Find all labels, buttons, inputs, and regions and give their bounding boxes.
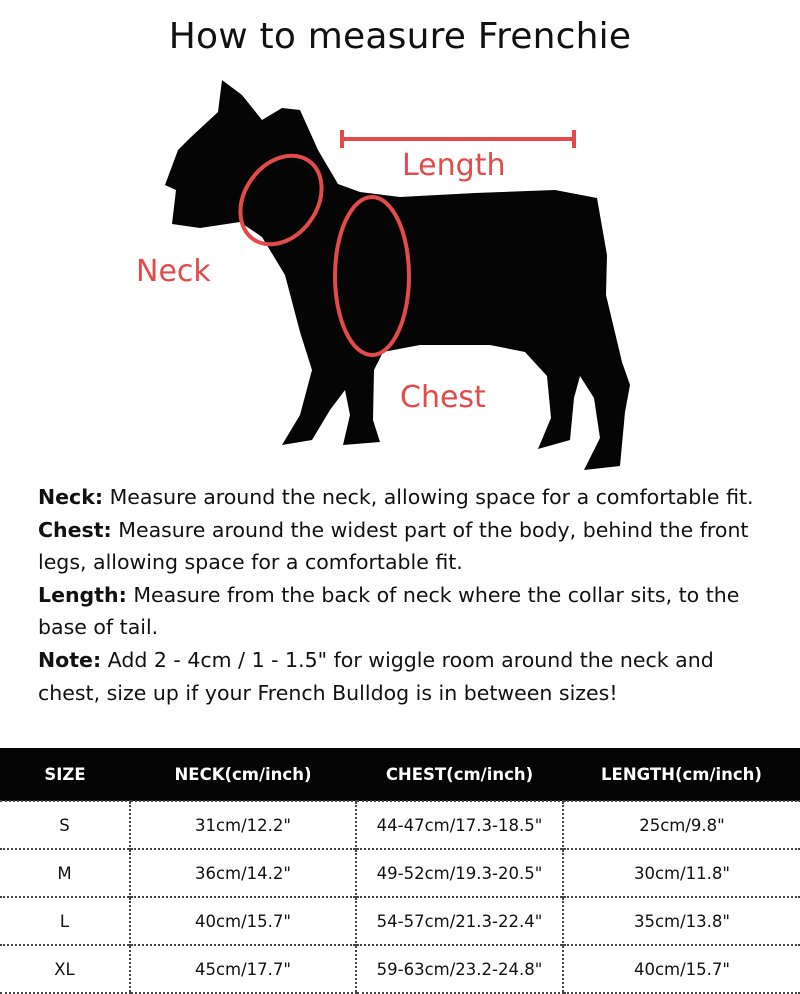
table-row bbox=[0, 945, 800, 993]
cell-size: L bbox=[0, 897, 130, 945]
page-title: How to measure Frenchie bbox=[168, 16, 632, 57]
instruction-term: Neck: bbox=[38, 485, 104, 509]
cell-size: S bbox=[0, 801, 130, 849]
cell-length: 30cm/11.8" bbox=[563, 849, 800, 897]
instruction-term: Chest: bbox=[38, 517, 112, 542]
cell-chest: 59-63cm/23.2-24.8" bbox=[356, 945, 563, 993]
instruction-chest bbox=[38, 514, 778, 579]
length-label: Length bbox=[402, 148, 506, 183]
cell-chest: 49-52cm/19.3-20.5" bbox=[356, 849, 563, 897]
instruction-note bbox=[38, 644, 778, 709]
cell-length: 25cm/9.8" bbox=[563, 801, 800, 849]
cell-neck: 36cm/14.2" bbox=[130, 849, 356, 897]
instruction-text: Measure around the widest part of the body, behind the front legs, allowing space for a comfortable fit. bbox=[38, 517, 749, 575]
header-chest: CHEST(cm/inch) bbox=[356, 748, 563, 801]
instruction-neck bbox=[38, 481, 778, 514]
instruction-term: Note: bbox=[38, 647, 102, 672]
table-row bbox=[0, 897, 800, 945]
cell-length: 35cm/13.8" bbox=[563, 897, 800, 945]
cell-chest: 44-47cm/17.3-18.5" bbox=[356, 801, 563, 849]
table-row bbox=[0, 849, 800, 897]
cell-neck: 45cm/17.7" bbox=[130, 945, 356, 993]
measurement-instructions bbox=[38, 481, 778, 709]
instruction-text: Add 2 - 4cm / 1 - 1.5" for wiggle room around the neck and chest, size up if your French Bulldog is in between sizes! bbox=[38, 647, 714, 705]
instruction-text: Measure around the neck, allowing space for a comfortable fit. bbox=[103, 485, 754, 509]
instruction-length bbox=[38, 579, 778, 644]
size-chart-table bbox=[0, 748, 800, 994]
table-row bbox=[0, 801, 800, 849]
cell-size: XL bbox=[0, 945, 130, 993]
header-neck: NECK(cm/inch) bbox=[130, 748, 356, 801]
neck-label: Neck bbox=[136, 254, 211, 289]
cell-length: 40cm/15.7" bbox=[563, 945, 800, 993]
cell-neck: 31cm/12.2" bbox=[130, 801, 356, 849]
instruction-term: Length: bbox=[38, 582, 127, 607]
chest-label: Chest bbox=[400, 380, 486, 415]
header-length: LENGTH(cm/inch) bbox=[563, 748, 800, 801]
instruction-text: Measure from the back of neck where the collar sits, to the base of tail. bbox=[38, 582, 740, 640]
cell-neck: 40cm/15.7" bbox=[130, 897, 356, 945]
header-size: SIZE bbox=[0, 748, 130, 801]
cell-size: M bbox=[0, 849, 130, 897]
table-header-row bbox=[0, 748, 800, 801]
cell-chest: 54-57cm/21.3-22.4" bbox=[356, 897, 563, 945]
